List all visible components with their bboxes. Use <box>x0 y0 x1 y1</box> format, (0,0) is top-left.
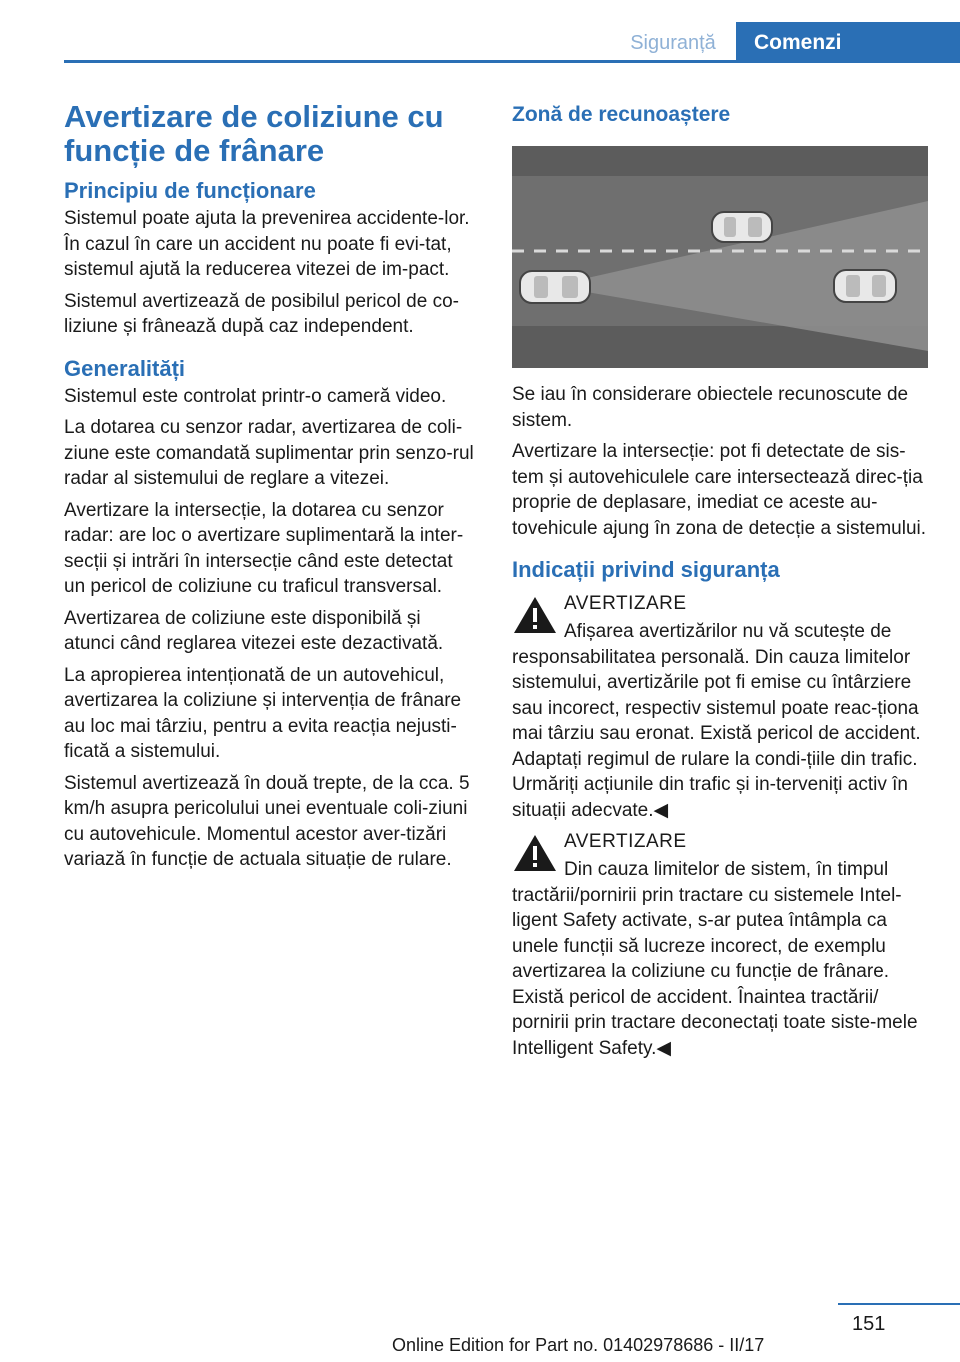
paragraph: Sistemul avertizează de posibilul pericol de co-liziune și frânează după caz independent. <box>64 290 459 337</box>
car-ahead-icon <box>834 270 896 302</box>
tab-siguranta[interactable]: Siguranță <box>630 32 716 54</box>
paragraph: La dotarea cu senzor radar, avertizarea de coli-ziune este comandată suplimentar prin senzo-rul radar al sistemului de reglare a vitezei. <box>64 417 474 489</box>
car-own-icon <box>520 271 590 303</box>
page-title: Avertizare de coliziune cu funcție de frânare <box>64 99 444 168</box>
warning-label: AVERTIZARE <box>564 593 687 614</box>
footer-rule <box>838 1303 960 1305</box>
section-title-general: Generalități <box>64 355 186 381</box>
paragraph: Avertizarea de coliziune este disponibilă și atunci când reglarea vitezei este dezactivată. <box>64 607 444 654</box>
car-front-icon <box>712 212 772 242</box>
tab-comenzi[interactable]: Comenzi <box>736 22 960 63</box>
warning-text: Afișarea avertizărilor nu vă scutește de responsabilitatea personală. Din cauza limitelor sistemului, avertizările pot fi emise cu întârziere sau incorect, respectiv sistemul poate reac-ționa mai târziu sau eronat. Există pericol de accident. Adaptați regimul de rulare la condi-țiile din trafic. Urmăriți acțiunile din trafic și in-terveniți activ în situații adecvate.◀ <box>512 621 921 821</box>
warning-triangle-icon <box>512 833 558 873</box>
right-column <box>512 100 930 1067</box>
paragraph: Avertizare la intersecție: pot fi detectate de sis-tem și autovehiculele care intersectează direc-ția proprie de deplasare, imediat ce aceste au-tovehicule ajung în zona de detecție a sistemului. <box>512 441 927 539</box>
header-rule <box>64 60 960 63</box>
section-title-principle: Principiu de funcționare <box>64 178 316 203</box>
paragraph: Sistemul avertizează în două trepte, de la cca. 5 km/h asupra pericolului unei eventuale coli-ziuni cu autovehicule. Momentul acestor aver-tizări variază în funcție de actuala situație de rulare. <box>64 772 470 870</box>
warning-triangle-icon <box>512 595 558 635</box>
paragraph: Avertizare la intersecție, la dotarea cu senzor radar: are loc o avertizare suplimentară la inter-secții și intrări în intersecție când este detectat un pericol de coliziune cu traficul transversal. <box>64 499 464 597</box>
paragraph: Se iau în considerare obiectele recunoscute de sistem. <box>512 384 909 431</box>
paragraph: La apropierea intenționată de un autovehicul, avertizarea la coliziune și intervenția de frânare au loc mai târziu, pentru a evita reacția nejusti-ficată a sistemului. <box>64 664 462 762</box>
paragraph: Sistemul poate ajuta la prevenirea accidente-lor. În cazul în care un accident nu poate fi evi-tat, sistemul ajută la reducerea vitezei de im-pact. <box>64 208 470 280</box>
section-title-detection-zone: Zonă de recunoaștere <box>512 103 731 126</box>
paragraph: Sistemul este controlat printr-o cameră video. <box>64 385 447 407</box>
left-column <box>64 100 476 879</box>
section-title-safety: Indicații privind siguranța <box>512 557 780 582</box>
edition-note: Online Edition for Part no. 01402978686 - II/17 <box>392 1335 765 1355</box>
warning-block-2 <box>512 829 930 1061</box>
detection-zone-illustration <box>512 146 928 368</box>
warning-text: Din cauza limitelor de sistem, în timpul tractării/pornirii prin tractare cu sistemele Intel-ligent Safety activate, s-ar putea întâmpla ca unele funcții să lucreze incorect, de exemplu avertizarea la coliziune cu funcție de frânare. Există pericol de accident. Înaintea tractării/ pornirii prin tractare deconectați toate siste-mele Intelligent Safety.◀ <box>512 859 918 1059</box>
warning-label: AVERTIZARE <box>564 831 687 852</box>
warning-block-1 <box>512 591 930 823</box>
page-number: 151 <box>852 1313 886 1335</box>
